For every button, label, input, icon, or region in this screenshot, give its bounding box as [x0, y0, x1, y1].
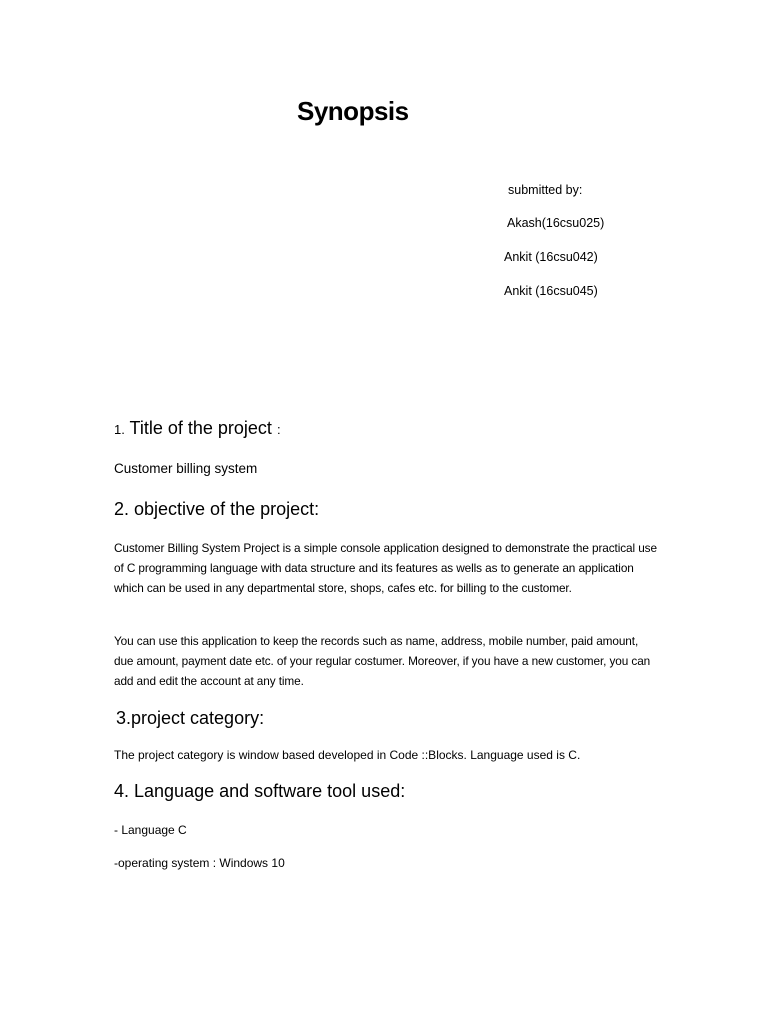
member-3: Ankit (16csu045) — [504, 284, 598, 298]
section-2-heading: 2. objective of the project: — [114, 499, 320, 519]
objective-paragraph-2: You can use this application to keep the records such as name, address, mobile number, paid amount, due amount, payment date etc. of your regular costumer. Moreover, if you have a new customer, you can add and edit the account at any time. — [114, 634, 651, 688]
category-text: The project category is window based developed in Code ::Blocks. Language used is C. — [114, 748, 581, 762]
project-title-value: Customer billing system — [114, 461, 258, 476]
section-1-colon: : — [276, 422, 281, 437]
submitted-by-label: submitted by: — [508, 183, 583, 197]
objective-paragraph-1: Customer Billing System Project is a simple console application designed to demonstrate the practical use of C programming language with data structure and its features as wells as to generate an application which can be used in any departmental store, shops, cafes etc. for billing to the customer. — [114, 541, 657, 595]
section-3-heading: 3.project category: — [116, 708, 265, 728]
section-1-title: Title of the project — [129, 418, 272, 438]
tool-item-language: - Language C — [114, 823, 187, 837]
member-2: Ankit (16csu042) — [504, 250, 598, 264]
section-4-heading: 4. Language and software tool used: — [114, 781, 406, 801]
section-1-heading — [114, 418, 281, 439]
tool-item-os: -operating system : Windows 10 — [114, 856, 285, 870]
page-title: Synopsis — [297, 96, 409, 126]
member-1: Akash(16csu025) — [507, 216, 605, 230]
section-1-number: 1. — [114, 422, 125, 437]
